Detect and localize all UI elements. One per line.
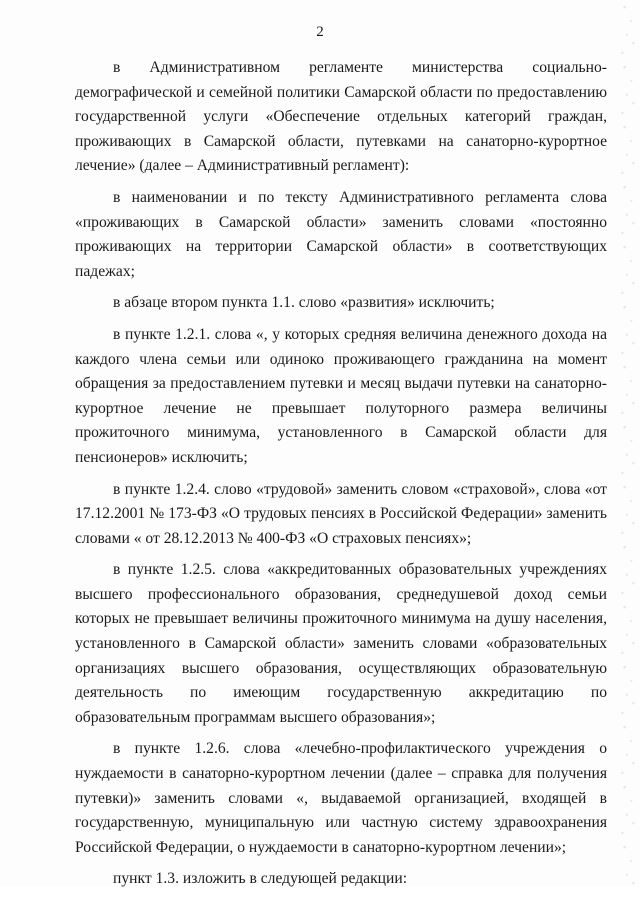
paragraph-1-2-5: в пункте 1.2.5. слова «аккредитованных образовательных учреждениях высшего профессионального образования, среднедушевой доход семьи которых не превышает величины прожиточного минимума на душу населения, установленного в Самарской области» заменить словами «образовательных организациях высшего образования, осуществляющих образовательную деятельность по имеющим государственную аккредитацию по образовательным программам высшего образования»; [75,561,607,726]
paragraph-1-2-1: в пункте 1.2.1. слова «, у которых средняя величина денежного дохода на каждого члена семьи или одиноко проживающего гражданина на момент обращения за предоставлением путевки и месяц выдачи путевки на санаторно-курортное лечение не превышает полуторного размера величины прожиточного минимума, установленного в Самарской области для пенсионеров» исключить; [75,325,607,466]
page-number: 2 [316,24,324,40]
paragraph-1-2-4: в пункте 1.2.4. слово «трудовой» заменить словом «страховой», слова «от 17.12.2001 № 173-ФЗ «О трудовых пенсиях в Российской Федерации» заменить словами « от 28.12.2013 № 400-ФЗ «О страховых пенсиях»; [75,480,607,547]
paragraph-intro: в Административном регламенте министерства социально-демографической и семейной политики Самарской области по предоставлению государственной услуги «Обеспечение отдельных категорий граждан, проживающих в Самарской области, путевками на санаторно-курортное лечение» (далее – Административный регламент): [75,59,607,175]
paragraph-1-1: в абзаце втором пункта 1.1. слово «развития» исключить; [113,294,495,312]
scan-noise [618,0,640,886]
document-body [75,56,607,899]
paragraph-1-2-6: в пункте 1.2.6. слова «лечебно-профилактического учреждения о нуждаемости в санаторно-курортном лечении (далее – справка для получения путевки)» заменить словами «, выдаваемой организацией, входящей в государственную, муниципальную или частную систему здравоохранения Российской Федерации, о нуждаемости в санаторно-курортном лечении»; [75,740,607,856]
paragraph-1-3: пункт 1.3. изложить в следующей редакции: [113,870,408,888]
paragraph-title-replacement: в наименовании и по тексту Административного регламента слова «проживающих в Самарской области» заменить словами «постоянно проживающих на территории Самарской области» в соответствующих падежах; [75,188,607,280]
